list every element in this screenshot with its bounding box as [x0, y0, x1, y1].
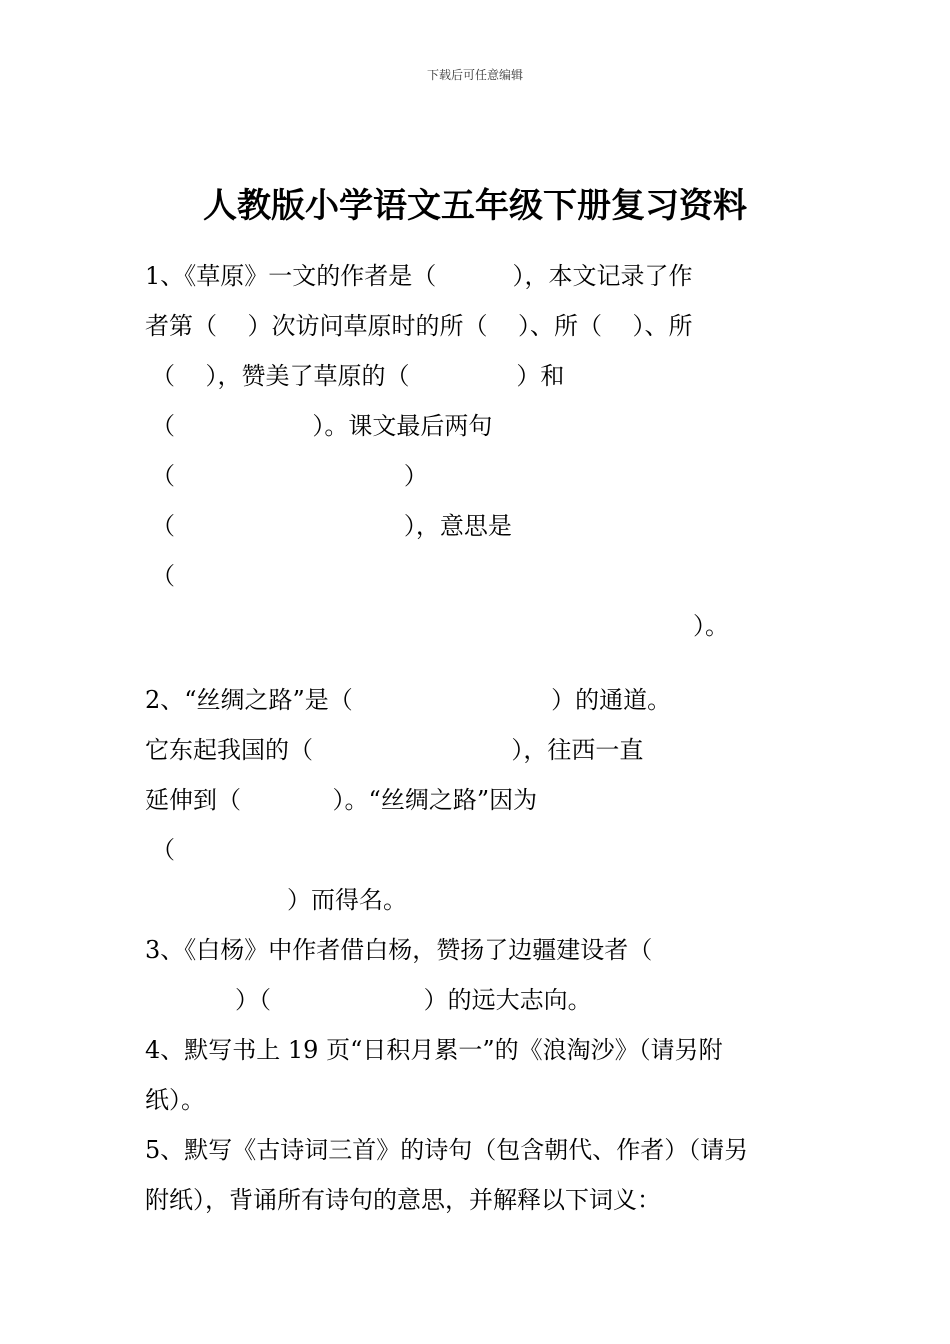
q1-line-3: （ ），赞美了草原的（ ）和: [151, 362, 565, 390]
q3-line-1: 3、《白杨》中作者借白杨，赞扬了边疆建设者（: [145, 936, 653, 964]
q1-line-1: 1、《草原》一文的作者是（ ），本文记录了作: [145, 262, 693, 290]
document-title: 人教版小学语文五年级下册复习资料: [203, 186, 747, 226]
q2-line-4: （: [151, 836, 175, 864]
q1-line-5: （ ）: [151, 462, 428, 490]
q2-line-2: 它东起我国的（ ），往西一直: [145, 736, 644, 764]
q2-line-1: 2、“丝绸之路”是（ ）的通道。: [145, 686, 672, 714]
q1-line-2: 者第（ ）次访问草原时的所（ ）、所（ ）、所: [145, 312, 693, 340]
q4-line-1: 4、默写书上 19 页“日积月累一”的《浪淘沙》（请另附: [145, 1036, 723, 1064]
q2-line-3: 延伸到（ ）。“丝绸之路”因为: [145, 786, 538, 814]
q1-line-8: ）。: [693, 612, 729, 640]
q1-line-6: （ ），意思是: [151, 512, 512, 540]
q4-line-2: 纸）。: [145, 1086, 205, 1114]
q1-line-7: （: [151, 562, 175, 590]
q1-line-4: （ ）。课文最后两句: [151, 412, 493, 440]
q5-line-1: 5、默写《古诗词三首》的诗句（包含朝代、作者）（请另: [145, 1136, 749, 1164]
page-header-note: 下载后可任意编辑: [426, 68, 523, 82]
q2-line-5: ）而得名。: [287, 886, 407, 914]
q5-line-2: 附纸），背诵所有诗句的意思，并解释以下词义：: [145, 1186, 661, 1214]
q3-line-2: ）（ ）的远大志向。: [235, 986, 592, 1014]
